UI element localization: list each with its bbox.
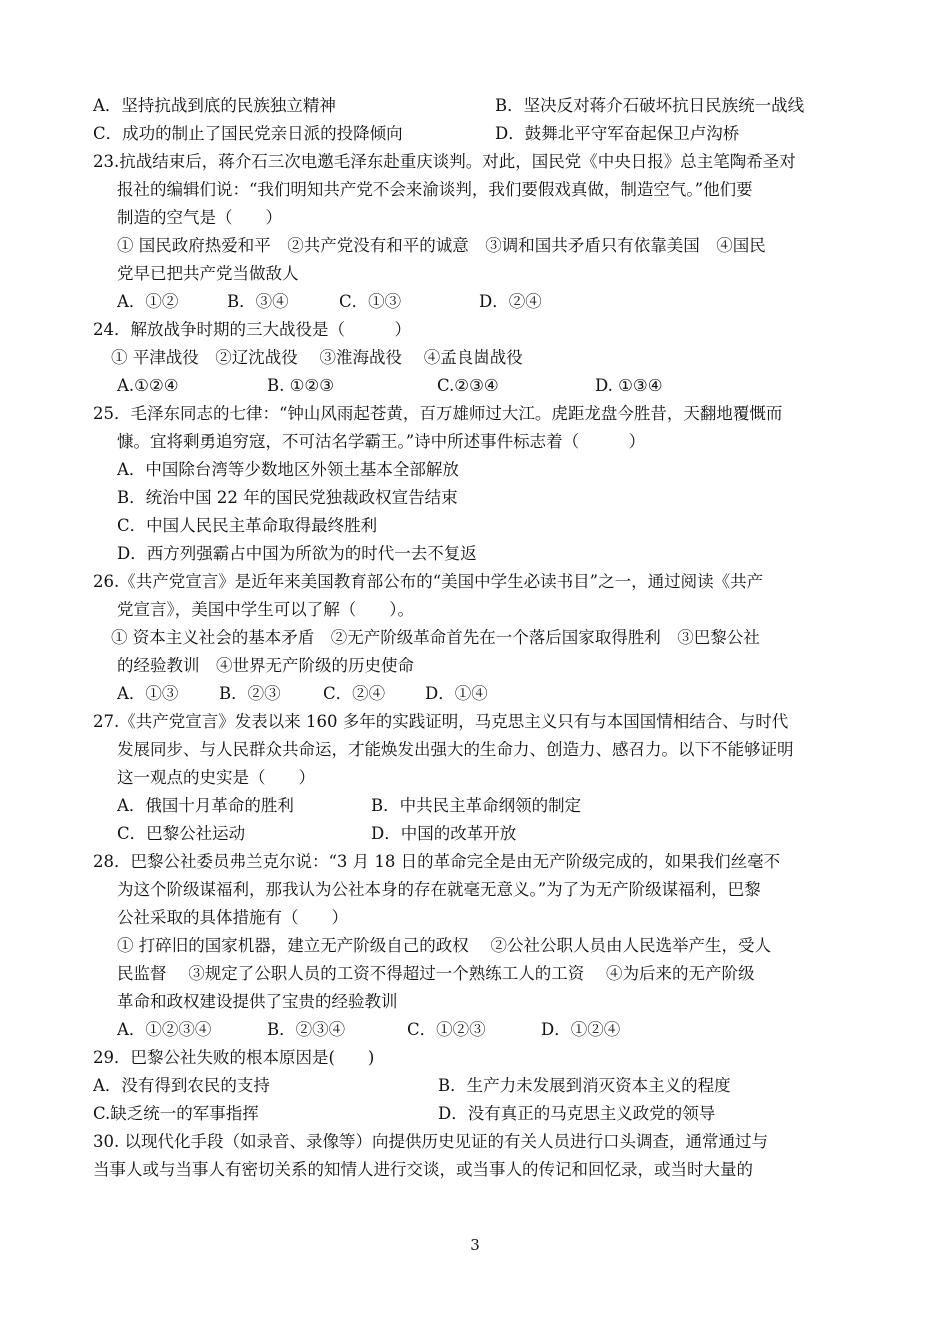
q29-option-d: D．没有真正的马克思主义政党的领导	[438, 1104, 716, 1123]
q28-line-1: 28．巴黎公社委员弗兰克尔说：“3 月 18 日的革命完全是由无产阶级完成的，如果我们丝毫不	[93, 852, 781, 871]
q26-line-2: 党宣言》，美国中学生可以了解（ ）。	[117, 600, 414, 619]
q23-line-2: 报社的编辑们说：“我们明知共产党不会来渝谈判，我们要假戏真做，制造空气。”他们要	[117, 180, 753, 199]
q29-options-row-2	[93, 1100, 868, 1128]
q26-option-a: A．①③	[117, 684, 179, 703]
q24-option-d: D. ①③④	[595, 376, 663, 395]
q22-option-a: A．坚持抗战到底的民族独立精神	[93, 96, 336, 115]
q24-line-2: ① 平津战役 ②辽沈战役 ③淮海战役 ④孟良崮战役	[111, 348, 523, 367]
q28-option-a: A．①②③④	[117, 1020, 212, 1039]
q27-line-1: 27.《共产党宣言》发表以来 160 多年的实践证明，马克思主义只有与本国国情相结合、与时代	[93, 712, 789, 731]
q30-line-1: 30. 以现代化手段（如录音、录像等）向提供历史见证的有关人员进行口头调查，通常通过与	[93, 1132, 768, 1151]
q29-option-c: C.缺乏统一的军事指挥	[93, 1104, 259, 1123]
q27-option-c: C．巴黎公社运动	[117, 824, 246, 843]
q27-options-row-1	[93, 792, 868, 820]
q28-option-d: D．①②④	[541, 1020, 621, 1039]
q24-option-a: A.①②④	[117, 376, 179, 395]
q26-line-1: 26.《共产党宣言》是近年来美国教育部公布的“美国中学生必读书目”之一，通过阅读《共产	[93, 572, 764, 591]
q23-line-4: ① 国民政府热爱和平 ②共产党没有和平的诚意 ③调和国共矛盾只有依靠美国 ④国民	[117, 236, 766, 255]
q22-option-d: D．鼓舞北平守军奋起保卫卢沟桥	[495, 124, 740, 143]
q28-option-b: B．②③④	[267, 1020, 346, 1039]
question-content	[93, 92, 868, 1184]
q24-option-c: C.②③④	[437, 376, 499, 395]
q26-option-c: C．②④	[323, 684, 386, 703]
q23-option-d: D．②④	[479, 292, 542, 311]
q25-option-c: C．中国人民民主革命取得最终胜利	[117, 516, 378, 535]
q24-option-b: B. ①②③	[267, 376, 334, 395]
q25-line-1: 25．毛泽东同志的七律：“钟山风雨起苍黄，百万雄师过大江。虎距龙盘今胜昔，天翻地覆慨而	[93, 404, 783, 423]
q29-option-b: B．生产力未发展到消灭资本主义的程度	[438, 1076, 731, 1095]
q27-line-2: 发展同步、与人民群众共命运，才能焕发出强大的生命力、创造力、感召力。以下不能够证明	[117, 740, 794, 759]
q28-line-2: 为这个阶级谋福利，那我认为公社本身的存在就毫无意义。”为了为无产阶级谋福利，巴黎	[117, 880, 761, 899]
q22-options-row-1	[93, 92, 868, 120]
q28-options	[93, 1016, 868, 1044]
q25-option-b: B．统治中国 22 年的国民党独裁政权宣告结束	[117, 488, 458, 507]
q26-option-d: D．①④	[425, 684, 488, 703]
q29-options-row-1	[93, 1072, 868, 1100]
q27-option-d: D．中国的改革开放	[371, 824, 517, 843]
q28-line-3: 公社采取的具体措施有（ ）	[117, 908, 348, 927]
q24-line-1: 24．解放战争时期的三大战役是（ ）	[93, 320, 411, 339]
q28-line-5: 民监督 ③规定了公职人员的工资不得超过一个熟练工人的工资 ④为后来的无产阶级	[117, 964, 755, 983]
q27-line-3: 这一观点的史实是（ ）	[117, 768, 315, 787]
q22-option-b: B．坚决反对蒋介石破坏抗日民族统一战线	[495, 96, 805, 115]
q27-options-row-2	[93, 820, 868, 848]
q23-line-3: 制造的空气是（ ）	[117, 208, 282, 227]
page-number: 3	[470, 1236, 480, 1254]
q30-line-2: 当事人或与当事人有密切关系的知情人进行交谈，或当事人的传记和回忆录，或当时大量的	[93, 1160, 753, 1179]
q29-line-1: 29．巴黎公社失败的根本原因是( )	[93, 1048, 375, 1067]
q24-options	[93, 372, 868, 400]
q27-option-b: B．中共民主革命纲领的制定	[371, 796, 582, 815]
q22-option-c: C．成功的制止了国民党亲日派的投降倾向	[93, 124, 403, 143]
q26-line-4: 的经验教训 ④世界无产阶级的历史使命	[117, 656, 414, 675]
q23-option-b: B．③④	[227, 292, 289, 311]
q28-option-c: C．①②③	[407, 1020, 486, 1039]
q28-line-4: ① 打碎旧的国家机器，建立无产阶级自己的政权 ②公社公职人员由人民选举产生，受人	[117, 936, 771, 955]
q29-option-a: A．没有得到农民的支持	[93, 1076, 270, 1095]
q28-line-6: 革命和政权建设提供了宝贵的经验教训	[117, 992, 398, 1011]
q27-option-a: A．俄国十月革命的胜利	[117, 796, 294, 815]
q22-options-row-2	[93, 120, 868, 148]
q25-option-d: D．西方列强霸占中国为所欲为的时代一去不复返	[117, 544, 477, 563]
q23-option-c: C．①③	[339, 292, 402, 311]
q25-line-2: 慷。宜将剩勇追穷寇，不可沽名学霸王。”诗中所述事件标志着（ ）	[117, 432, 646, 451]
q23-option-a: A．①②	[117, 292, 179, 311]
q23-line-5: 党早已把共产党当做敌人	[117, 264, 299, 283]
q23-options	[93, 288, 868, 316]
q25-option-a: A．中国除台湾等少数地区外领土基本全部解放	[117, 460, 459, 479]
q23-line-1: 23.抗战结束后，蒋介石三次电邀毛泽东赴重庆谈判。对此，国民党《中央日报》总主笔陶希圣对	[93, 152, 796, 171]
q26-line-3: ① 资本主义社会的基本矛盾 ②无产阶级革命首先在一个落后国家取得胜利 ③巴黎公社	[111, 628, 760, 647]
q26-options	[93, 680, 868, 708]
q26-option-b: B．②③	[219, 684, 281, 703]
